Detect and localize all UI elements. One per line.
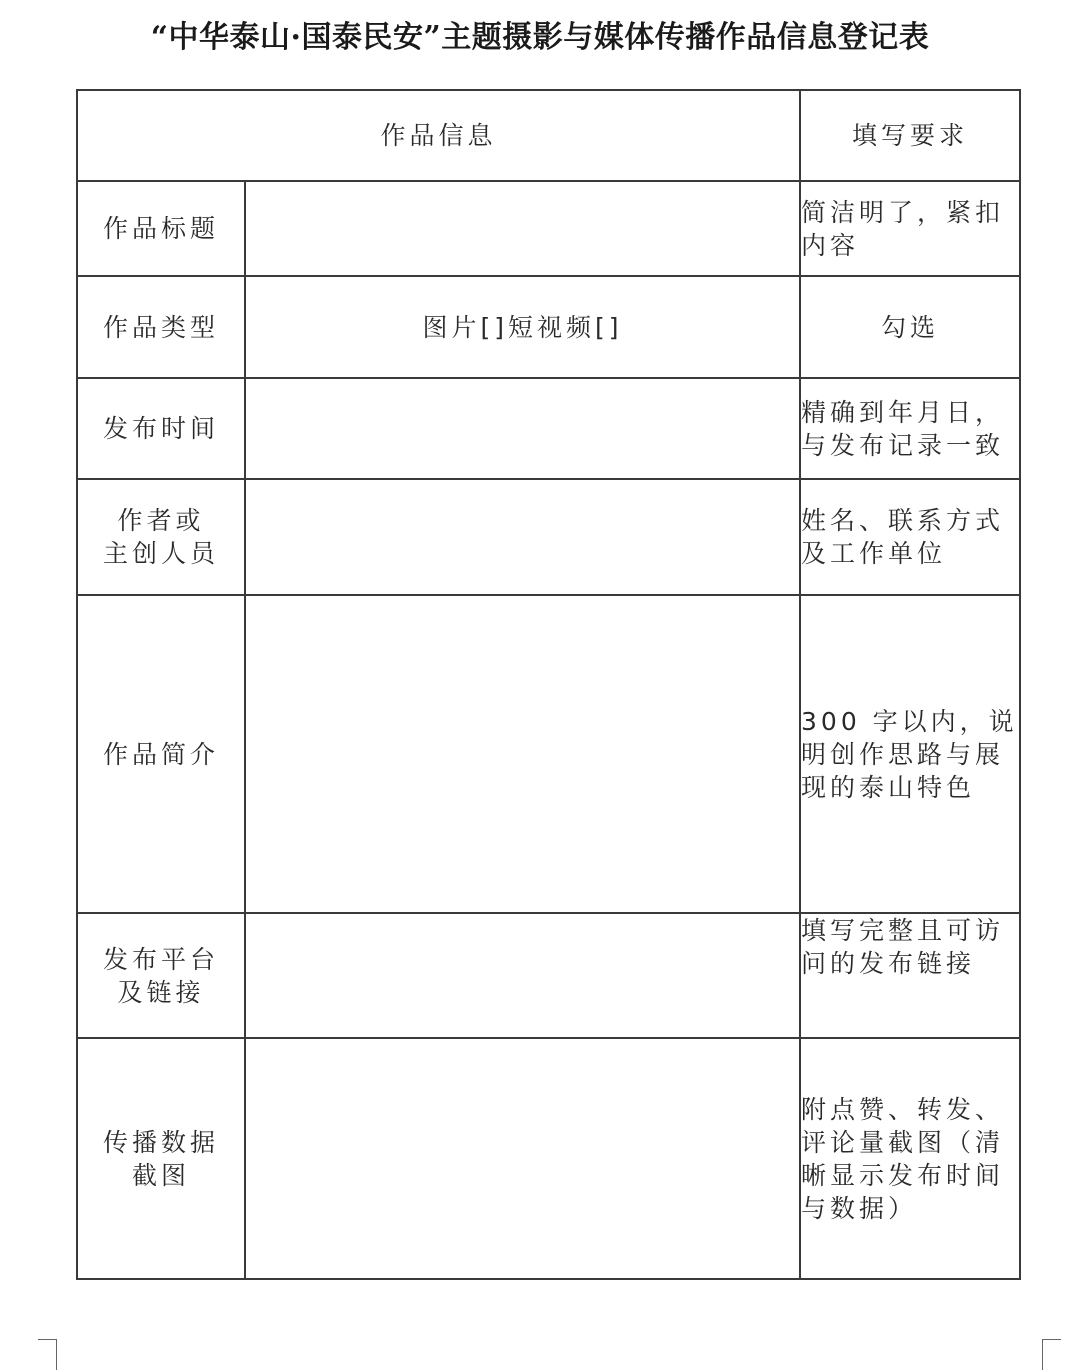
row-publish-time bbox=[77, 378, 1020, 479]
label-data-screenshot-line1: 传播数据 bbox=[102, 1127, 219, 1157]
row-author bbox=[77, 479, 1020, 595]
requirement-work-type: 勾选 bbox=[800, 276, 1020, 378]
data-screenshot-field[interactable] bbox=[245, 1038, 800, 1279]
requirement-platform: 填写完整且可访问的发布链接 bbox=[800, 913, 1020, 1038]
label-platform bbox=[77, 913, 245, 1038]
row-summary bbox=[77, 595, 1020, 913]
requirement-work-title: 简洁明了，紧扣内容 bbox=[800, 181, 1020, 276]
work-title-field[interactable] bbox=[245, 181, 800, 276]
page-title: “中华泰山·国泰民安”主题摄影与媒体传播作品信息登记表 bbox=[150, 20, 930, 55]
requirement-summary: 300 字以内，说明创作思路与展现的泰山特色 bbox=[800, 595, 1020, 913]
crop-mark-right bbox=[1042, 1339, 1061, 1370]
label-work-type: 作品类型 bbox=[77, 276, 245, 378]
registration-form-table bbox=[76, 89, 1021, 1280]
requirement-data-screenshot: 附点赞、转发、评论量截图（清晰显示发布时间与数据） bbox=[800, 1038, 1020, 1279]
publish-time-field[interactable] bbox=[245, 378, 800, 479]
requirement-author: 姓名、联系方式及工作单位 bbox=[800, 479, 1020, 595]
label-data-screenshot bbox=[77, 1038, 245, 1279]
work-type-options[interactable]: 图片[]短视频[] bbox=[245, 276, 800, 378]
row-work-type bbox=[77, 276, 1020, 378]
label-data-screenshot-line2: 截图 bbox=[131, 1160, 190, 1190]
label-platform-line1: 发布平台 bbox=[102, 944, 219, 974]
header-requirements: 填写要求 bbox=[800, 90, 1020, 181]
header-work-info: 作品信息 bbox=[77, 90, 800, 181]
label-summary: 作品简介 bbox=[77, 595, 245, 913]
crop-mark-left bbox=[38, 1339, 57, 1370]
table-header-row bbox=[77, 90, 1020, 181]
label-author-line2: 主创人员 bbox=[102, 539, 219, 568]
requirement-publish-time: 精确到年月日，与发布记录一致 bbox=[800, 378, 1020, 479]
author-field[interactable] bbox=[245, 479, 800, 595]
row-work-title bbox=[77, 181, 1020, 276]
summary-field[interactable] bbox=[245, 595, 800, 913]
row-data-screenshot bbox=[77, 1038, 1020, 1279]
row-platform bbox=[77, 913, 1020, 1038]
platform-link-field[interactable] bbox=[245, 913, 800, 1038]
label-publish-time: 发布时间 bbox=[77, 378, 245, 479]
label-author-line1: 作者或 bbox=[117, 506, 205, 535]
label-author bbox=[77, 479, 245, 595]
label-platform-line2: 及链接 bbox=[117, 977, 205, 1007]
label-work-title: 作品标题 bbox=[77, 181, 245, 276]
